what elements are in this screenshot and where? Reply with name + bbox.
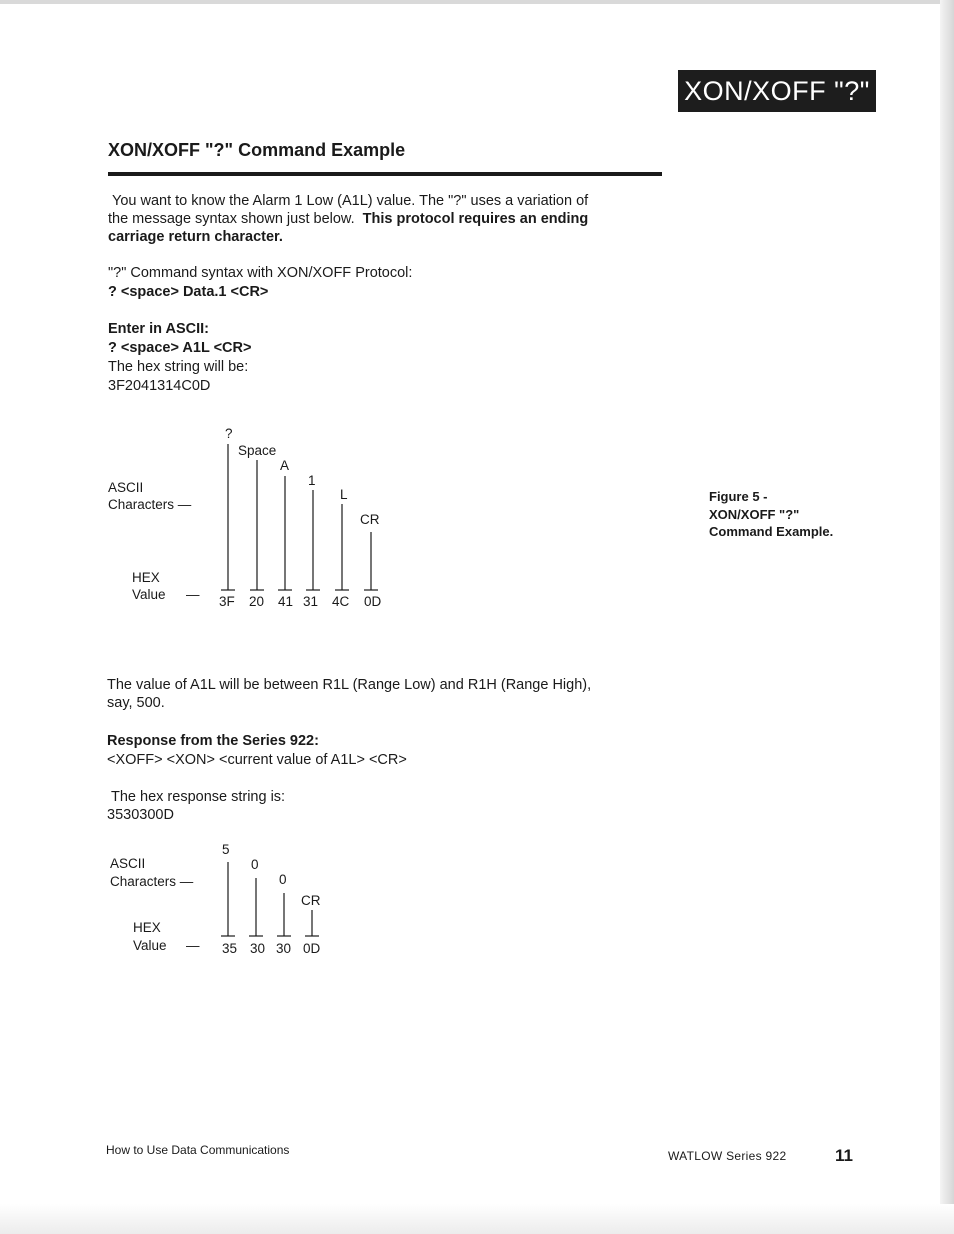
d2-hex-0: 35	[222, 941, 238, 956]
d2-hex-label-1: HEX	[133, 920, 161, 935]
d2-hex-dash: —	[186, 938, 200, 953]
d1-hex-2: 41	[278, 594, 294, 609]
intro-line-2-bold: This protocol requires an ending	[362, 211, 589, 227]
figure-caption-line-2: XON/XOFF "?"	[709, 506, 800, 522]
hex-string-label: The hex string will be:	[108, 359, 249, 375]
d2-ascii-label-1: ASCII	[110, 856, 146, 871]
d1-ascii-0: ?	[225, 426, 233, 441]
d1-ascii-3: 1	[308, 473, 316, 488]
d2-hex-3: 0D	[303, 941, 321, 956]
figure-caption-line-1: Figure 5 -	[709, 489, 768, 504]
d1-hex-label-1: HEX	[132, 570, 160, 585]
d1-ascii-4: L	[340, 487, 348, 502]
d1-hex-1: 20	[249, 594, 265, 609]
d2-ascii-label-2: Characters —	[110, 874, 194, 889]
figure-caption-line-3: Command Example.	[709, 524, 834, 539]
response-hex-label: The hex response string is:	[111, 789, 286, 805]
range-line-2: say, 500.	[107, 695, 165, 711]
section-tab: XON/XOFF "?"	[678, 70, 876, 112]
d1-ascii-2: A	[280, 458, 290, 473]
d1-ascii-label-1: ASCII	[108, 480, 144, 495]
d1-hex-dash: —	[186, 587, 200, 602]
syntax-label: "?" Command syntax with XON/XOFF Protocol:	[108, 265, 413, 281]
syntax-value: ? <space> Data.1 <CR>	[108, 284, 269, 300]
figure-caption	[709, 488, 833, 541]
response-value: <XOFF> <XON> <current value of A1L> <CR>	[107, 752, 407, 768]
page-heading: XON/XOFF "?" Command Example	[108, 140, 406, 160]
intro-line-2-normal: the message syntax shown just below.	[108, 211, 355, 227]
footer-right: WATLOW Series 922	[668, 1149, 787, 1163]
hex-string-value: 3F2041314C0D	[108, 378, 211, 394]
enter-value: ? <space> A1L <CR>	[108, 340, 252, 356]
range-line-1: The value of A1L will be between R1L (Range Low) and R1H (Range High),	[107, 677, 592, 693]
d2-ascii-2: 0	[279, 872, 287, 887]
d1-ascii-1: Space	[238, 443, 277, 458]
d1-hex-5: 0D	[364, 594, 382, 609]
d2-hex-label-2: Value	[133, 938, 167, 953]
enter-label: Enter in ASCII:	[108, 321, 209, 337]
d2-hex-2: 30	[276, 941, 292, 956]
footer-left: How to Use Data Communications	[106, 1143, 290, 1157]
d2-ascii-3: CR	[301, 893, 321, 908]
response-hex-value: 3530300D	[107, 807, 174, 823]
response-label: Response from the Series 922:	[107, 733, 319, 749]
d2-ascii-1: 0	[251, 857, 259, 872]
d1-hex-label-2: Value	[132, 587, 166, 602]
d1-hex-4: 4C	[332, 594, 350, 609]
intro-line-3: carriage return character.	[108, 229, 283, 245]
d1-ascii-label-2: Characters —	[108, 497, 192, 512]
d1-hex-0: 3F	[219, 594, 235, 609]
intro-line-1: You want to know the Alarm 1 Low (A1L) value. The "?" uses a variation of	[112, 193, 589, 209]
page-number: 11	[835, 1146, 853, 1165]
d1-ascii-5: CR	[360, 512, 380, 527]
d2-ascii-0: 5	[222, 842, 230, 857]
d2-hex-1: 30	[250, 941, 266, 956]
d1-hex-3: 31	[303, 594, 319, 609]
